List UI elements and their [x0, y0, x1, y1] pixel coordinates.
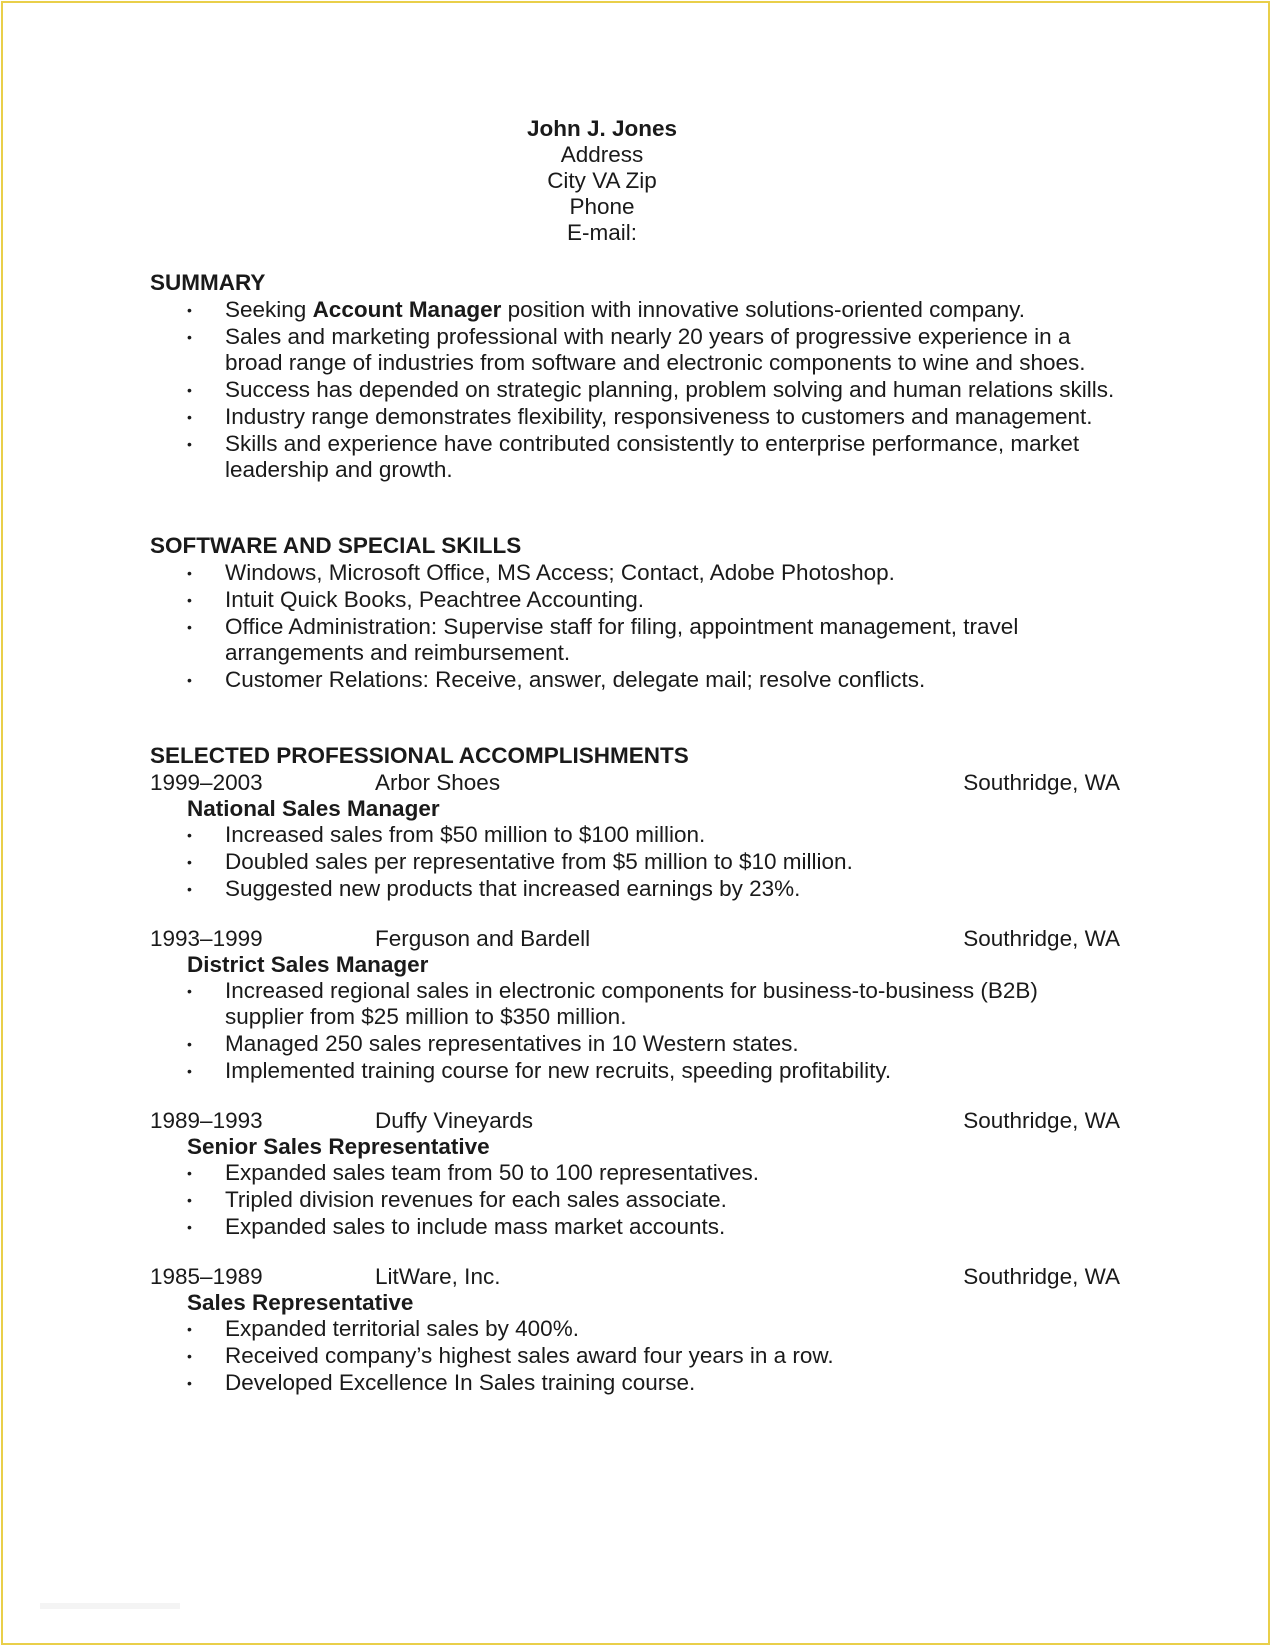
- job-header-line: [150, 1108, 1120, 1134]
- bullet-icon: •: [187, 436, 192, 452]
- bullet-icon: •: [187, 565, 192, 581]
- achievement-item-text: Implemented training course for new recruits, speeding profitability.: [225, 1058, 892, 1083]
- bullet-icon: •: [187, 881, 192, 897]
- skills-heading: SOFTWARE AND SPECIAL SKILLS: [150, 533, 522, 558]
- job-location: Southridge, WA: [963, 1108, 1120, 1133]
- job-entry: [150, 770, 1120, 902]
- job-title: District Sales Manager: [187, 952, 429, 977]
- job-company: Ferguson and Bardell: [375, 926, 591, 951]
- bullet-icon: •: [187, 619, 192, 635]
- summary-item-post: position with innovative solutions-oriented company.: [501, 297, 1025, 322]
- bullet-icon: •: [187, 592, 192, 608]
- bullet-icon: •: [187, 983, 192, 999]
- bullet-icon: •: [187, 827, 192, 843]
- address-line: Address: [560, 142, 644, 167]
- job-header-line: [150, 926, 1120, 952]
- achievement-item: [150, 1343, 1120, 1369]
- bullet-icon: •: [187, 382, 192, 398]
- job-entry: [150, 926, 1120, 1084]
- achievement-item-text: Expanded sales team from 50 to 100 representatives.: [225, 1160, 760, 1185]
- job-achievements: [150, 1316, 1120, 1396]
- job-company: LitWare, Inc.: [375, 1264, 501, 1289]
- achievement-item-text: Increased sales from $50 million to $100 million.: [225, 822, 706, 847]
- skills-list: [150, 560, 1120, 693]
- bullet-icon: •: [187, 1063, 192, 1079]
- job-title: Senior Sales Representative: [187, 1134, 490, 1159]
- skill-item: [150, 587, 1120, 613]
- achievement-item-text: Expanded territorial sales by 400%.: [225, 1316, 579, 1341]
- skill-item: [150, 560, 1120, 586]
- job-title: Sales Representative: [187, 1290, 414, 1315]
- achievement-item-text: Tripled division revenues for each sales associate.: [225, 1187, 727, 1212]
- bullet-icon: •: [187, 672, 192, 688]
- job-years: 1999–2003: [150, 770, 263, 795]
- city-line: City VA Zip: [547, 168, 657, 193]
- summary-item: [150, 324, 1120, 376]
- summary-item: [150, 431, 1120, 483]
- achievement-item: [150, 876, 1120, 902]
- summary-item-pre: Skills and experience have contributed consistently to enterprise performance, market leadership and growth.: [225, 431, 1080, 482]
- bullet-icon: •: [187, 302, 192, 318]
- bullet-icon: •: [187, 1348, 192, 1364]
- phone-line: Phone: [569, 194, 635, 219]
- summary-item-emph: Account Manager: [312, 297, 502, 322]
- resume-header: [117, 116, 1087, 246]
- achievement-item: [150, 849, 1120, 875]
- bullet-icon: •: [187, 1165, 192, 1181]
- bullet-icon: •: [187, 1321, 192, 1337]
- job-entry: [150, 1264, 1120, 1396]
- summary-item-pre: Sales and marketing professional with nearly 20 years of progressive experience in a broad range of industries from software and electronic components to wine and shoes.: [225, 324, 1086, 375]
- summary-item-pre: Seeking: [225, 297, 313, 322]
- summary-list: [150, 297, 1120, 483]
- job-location: Southridge, WA: [963, 1264, 1120, 1289]
- achievement-item: [150, 1058, 1120, 1084]
- job-header-line: [150, 770, 1120, 796]
- summary-item: [150, 404, 1120, 430]
- achievement-item-text: Managed 250 sales representatives in 10 Western states.: [225, 1031, 799, 1056]
- achievement-item: [150, 1031, 1120, 1057]
- skill-item-text: Office Administration: Supervise staff for filing, appointment management, travel arrangements and reimbursement.: [225, 614, 1019, 665]
- resume-document: [150, 116, 1120, 1397]
- achievement-item-text: Expanded sales to include mass market accounts.: [225, 1214, 726, 1239]
- job-years: 1993–1999: [150, 926, 263, 951]
- achievement-item: [150, 1316, 1120, 1342]
- summary-item-pre: Success has depended on strategic planning, problem solving and human relations skills.: [225, 377, 1115, 402]
- job-achievements: [150, 1160, 1120, 1240]
- job-location: Southridge, WA: [963, 770, 1120, 795]
- achievement-item: [150, 978, 1120, 1030]
- jobs-list: [150, 770, 1120, 1396]
- achievement-item: [150, 1370, 1120, 1396]
- email-line: E-mail:: [566, 220, 637, 245]
- achievement-item-text: Suggested new products that increased earnings by 23%.: [225, 876, 801, 901]
- skill-item-text: Windows, Microsoft Office, MS Access; Contact, Adobe Photoshop.: [225, 560, 895, 585]
- summary-item: [150, 297, 1120, 323]
- bullet-icon: •: [187, 1036, 192, 1052]
- summary-heading: SUMMARY: [150, 270, 266, 295]
- bullet-icon: •: [187, 1192, 192, 1208]
- job-company: Duffy Vineyards: [375, 1108, 534, 1133]
- skill-item: [150, 667, 1120, 693]
- bullet-icon: •: [187, 854, 192, 870]
- job-location: Southridge, WA: [963, 926, 1120, 951]
- accomplishments-heading: SELECTED PROFESSIONAL ACCOMPLISHMENTS: [150, 743, 689, 768]
- bullet-icon: •: [187, 329, 192, 345]
- job-achievements: [150, 978, 1120, 1084]
- achievement-item-text: Doubled sales per representative from $5 million to $10 million.: [225, 849, 853, 874]
- achievement-item: [150, 822, 1120, 848]
- summary-item: [150, 377, 1120, 403]
- achievement-item: [150, 1214, 1120, 1240]
- skill-item: [150, 614, 1120, 666]
- job-achievements: [150, 822, 1120, 902]
- achievement-item: [150, 1160, 1120, 1186]
- skill-item-text: Intuit Quick Books, Peachtree Accounting.: [225, 587, 644, 612]
- achievement-item: [150, 1187, 1120, 1213]
- skill-item-text: Customer Relations: Receive, answer, delegate mail; resolve conflicts.: [225, 667, 926, 692]
- job-title: National Sales Manager: [187, 796, 440, 821]
- bullet-icon: •: [187, 1219, 192, 1235]
- job-years: 1985–1989: [150, 1264, 263, 1289]
- job-entry: [150, 1108, 1120, 1240]
- bullet-icon: •: [187, 1375, 192, 1391]
- achievement-item-text: Received company’s highest sales award four years in a row.: [225, 1343, 834, 1368]
- bullet-icon: •: [187, 409, 192, 425]
- job-header-line: [150, 1264, 1120, 1290]
- job-years: 1989–1993: [150, 1108, 263, 1133]
- achievement-item-text: Increased regional sales in electronic components for business-to-business (B2B) supplier from $25 million to $350 million.: [225, 978, 1038, 1029]
- summary-item-pre: Industry range demonstrates flexibility, responsiveness to customers and management.: [225, 404, 1093, 429]
- achievement-item-text: Developed Excellence In Sales training course.: [225, 1370, 696, 1395]
- faint-watermark: [40, 1603, 180, 1609]
- candidate-name: John J. Jones: [526, 116, 678, 141]
- job-company: Arbor Shoes: [375, 770, 501, 795]
